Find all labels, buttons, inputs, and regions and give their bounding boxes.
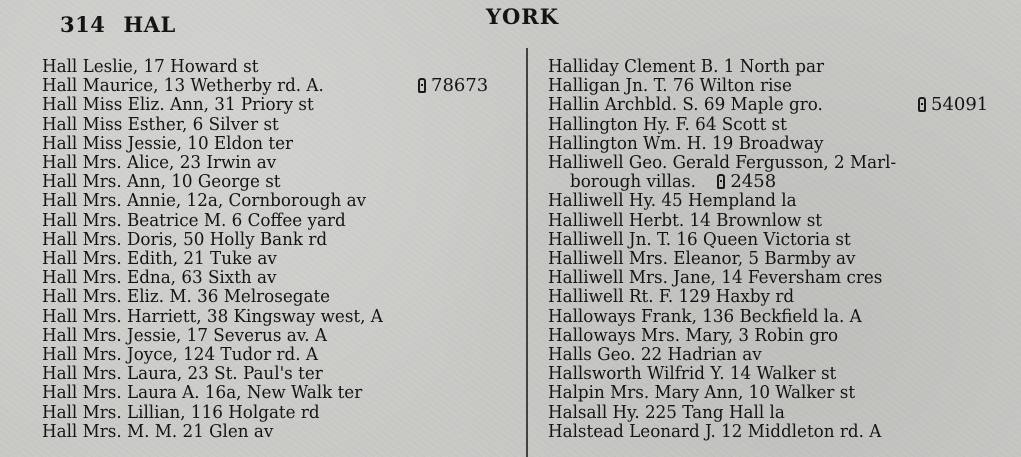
section-label: HAL <box>123 12 176 37</box>
directory-entry <box>42 249 512 268</box>
directory-entry <box>548 307 1018 326</box>
directory-entry <box>42 383 512 402</box>
left-column <box>42 57 512 441</box>
directory-entry <box>42 345 512 364</box>
directory-entry <box>548 268 1018 287</box>
entry-text: Hall Miss Eliz. Ann, 31 Priory st <box>42 94 314 116</box>
entry-text: Hallington Wm. H. 19 Broadway <box>548 132 824 154</box>
entry-text: Halliwell Rt. F. 129 Haxby rd <box>548 286 795 308</box>
directory-entry <box>548 57 1018 76</box>
telephone <box>418 76 488 95</box>
directory-entry <box>548 326 1018 345</box>
entry-text: Hallington Hy. F. 64 Scott st <box>548 113 787 135</box>
directory-entry <box>548 249 1018 268</box>
directory-entry <box>42 76 512 95</box>
entry-text: Hall Mrs. Laura A. 16a, New Walk ter <box>42 382 363 404</box>
directory-entry <box>42 211 512 230</box>
entry-text: Hall Maurice, 13 Wetherby rd. A. <box>42 75 324 97</box>
telephone-number: 54091 <box>931 94 989 116</box>
directory-entry <box>42 326 512 345</box>
entry-text: Hall Miss Esther, 6 Silver st <box>42 113 279 135</box>
directory-entry <box>548 287 1018 306</box>
directory-entry <box>548 211 1018 230</box>
directory-entry <box>42 191 512 210</box>
directory-entry <box>548 191 1018 210</box>
right-column <box>548 57 1018 441</box>
entry-text: Hall Mrs. Laura, 23 St. Paul's ter <box>42 363 323 385</box>
page-header <box>60 12 176 37</box>
entry-text: Halliwell Herbt. 14 Brownlow st <box>548 209 823 231</box>
directory-entry-continuation <box>548 172 1018 191</box>
entry-text: Halsall Hy. 225 Tang Hall la <box>548 401 785 423</box>
entry-text: Hall Mrs. Alice, 23 Irwin av <box>42 152 277 174</box>
entry-text: Halliwell Jn. T. 16 Queen Victoria st <box>548 228 851 250</box>
directory-entry <box>548 95 1018 114</box>
entry-text: Hallsworth Wilfrid Y. 14 Walker st <box>548 363 837 385</box>
entry-text: Hallin Archbld. S. 69 Maple gro. <box>548 94 823 116</box>
directory-entry <box>42 230 512 249</box>
entry-text: Halliwell Geo. Gerald Fergusson, 2 Marl- <box>548 152 897 174</box>
directory-entry <box>548 76 1018 95</box>
directory-entry <box>42 307 512 326</box>
page-number: 314 <box>60 12 106 37</box>
entry-text: Hall Mrs. Jessie, 17 Severus av. A <box>42 324 327 346</box>
directory-entry <box>42 403 512 422</box>
entry-text: Halligan Jn. T. 76 Wilton rise <box>548 75 792 97</box>
entry-text: Hall Mrs. Beatrice M. 6 Coffee yard <box>42 209 346 231</box>
entry-text: Halloways Mrs. Mary, 3 Robin gro <box>548 324 839 346</box>
directory-entry <box>42 57 512 76</box>
directory-entry <box>548 383 1018 402</box>
directory-entry <box>548 364 1018 383</box>
entry-text: Halloways Frank, 136 Beckfield la. A <box>548 305 862 327</box>
directory-entry <box>42 287 512 306</box>
directory-entry <box>548 422 1018 441</box>
entry-text: Halliwell Mrs. Eleanor, 5 Barmby av <box>548 248 856 270</box>
entry-text: Hall Mrs. Eliz. M. 36 Melrosegate <box>42 286 331 308</box>
entry-text: Hall Mrs. Doris, 50 Holly Bank rd <box>42 228 328 250</box>
telephone-icon <box>418 78 426 93</box>
entry-text: Halliwell Mrs. Jane, 14 Feversham cres <box>548 267 883 289</box>
entry-text: Hall Mrs. Lillian, 116 Holgate rd <box>42 401 320 423</box>
directory-entry <box>548 345 1018 364</box>
telephone-icon <box>717 174 725 189</box>
entry-text: Hall Miss Jessie, 10 Eldon ter <box>42 132 294 154</box>
entry-text: Halstead Leonard J. 12 Middleton rd. A <box>548 420 882 442</box>
directory-entry <box>42 134 512 153</box>
entry-text: Hall Mrs. Ann, 10 George st <box>42 171 281 193</box>
telephone-icon <box>918 97 926 112</box>
directory-entry <box>42 364 512 383</box>
entry-text: Hall Mrs. Harriett, 38 Kingsway west, A <box>42 305 383 327</box>
entry-text: Hall Mrs. Annie, 12a, Cornborough av <box>42 190 367 212</box>
telephone <box>918 95 988 114</box>
entry-text: Hall Mrs. Edith, 21 Tuke av <box>42 248 277 270</box>
telephone-number: 78673 <box>431 75 489 97</box>
directory-entry <box>42 153 512 172</box>
entry-text: Halpin Mrs. Mary Ann, 10 Walker st <box>548 382 856 404</box>
entry-text: borough villas. <box>570 171 696 193</box>
directory-entry <box>548 403 1018 422</box>
entry-text: Hall Leslie, 17 Howard st <box>42 56 259 77</box>
telephone-number: 2458 <box>730 171 777 193</box>
entry-text: Hall Mrs. Joyce, 124 Tudor rd. A <box>42 344 318 366</box>
telephone <box>717 172 776 191</box>
entry-text: Halliwell Hy. 45 Hempland la <box>548 190 797 212</box>
directory-entry <box>548 115 1018 134</box>
entry-text: Halls Geo. 22 Hadrian av <box>548 344 762 366</box>
directory-entry <box>42 95 512 114</box>
city-title: YORK <box>486 4 559 29</box>
directory-entry <box>42 268 512 287</box>
directory-entry <box>548 153 1018 172</box>
directory-entry <box>548 230 1018 249</box>
directory-entry <box>42 172 512 191</box>
entry-text: Halliday Clement B. 1 North par <box>548 56 824 77</box>
column-divider <box>526 48 528 457</box>
entry-text: Hall Mrs. Edna, 63 Sixth av <box>42 267 277 289</box>
directory-entry <box>548 134 1018 153</box>
directory-entry <box>42 115 512 134</box>
entry-text: Hall Mrs. M. M. 21 Glen av <box>42 420 274 442</box>
directory-entry <box>42 422 512 441</box>
